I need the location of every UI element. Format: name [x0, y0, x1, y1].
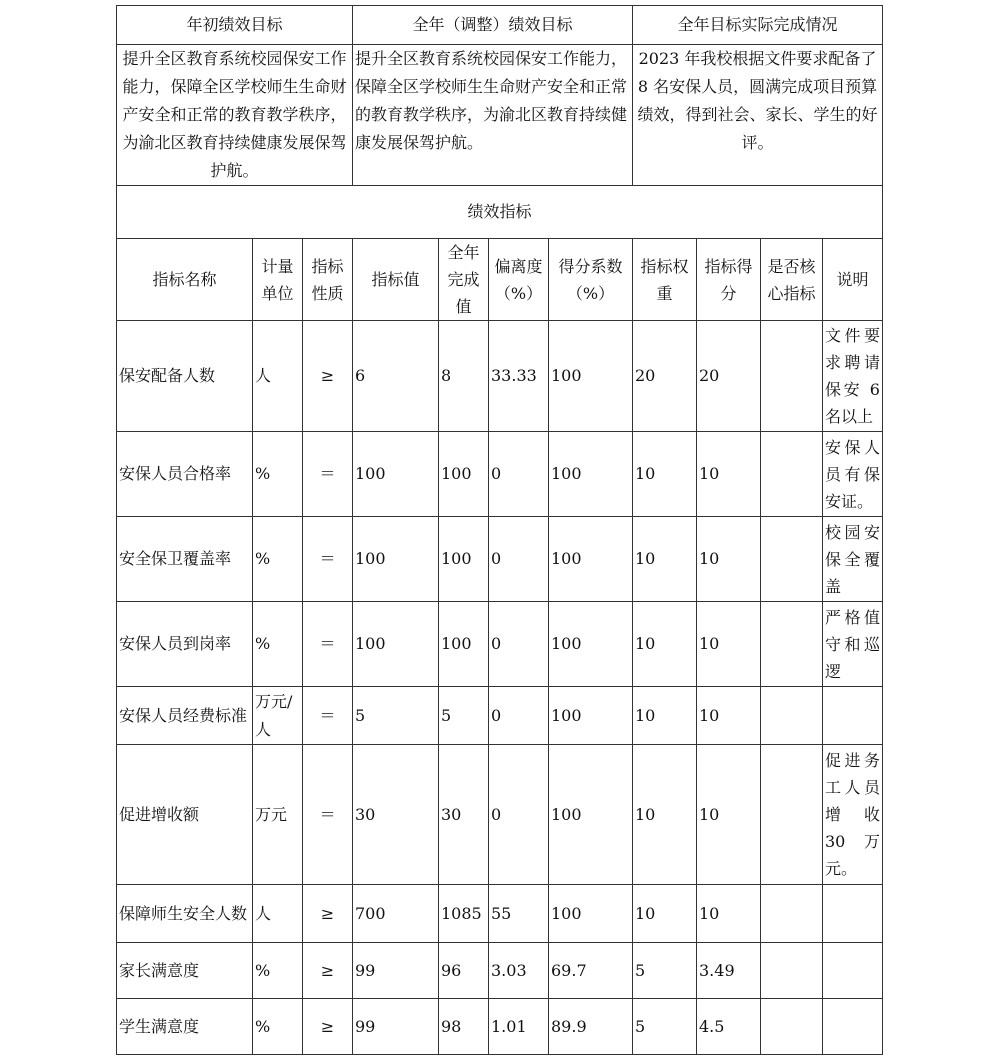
indicator-deviation: 3.03	[489, 943, 549, 999]
indicator-coefficient: 89.9	[549, 999, 633, 1055]
indicator-target: 100	[353, 432, 439, 517]
indicator-actual: 98	[439, 999, 489, 1055]
column-header: 指标性质	[303, 239, 353, 321]
indicator-note	[823, 999, 883, 1055]
indicator-target: 5	[353, 687, 439, 745]
indicator-core	[761, 432, 823, 517]
indicator-actual: 100	[439, 432, 489, 517]
indicator-weight: 10	[633, 517, 697, 602]
table-row	[117, 745, 883, 885]
indicator-deviation: 0	[489, 517, 549, 602]
indicator-name: 安全保卫覆盖率	[117, 517, 253, 602]
column-header: 偏离度（%）	[489, 239, 549, 321]
indicator-deviation: 0	[489, 432, 549, 517]
indicator-target: 100	[353, 517, 439, 602]
indicator-deviation: 33.33	[489, 321, 549, 432]
indicator-unit: 人	[253, 321, 303, 432]
indicator-weight: 10	[633, 432, 697, 517]
column-header-row	[117, 239, 883, 321]
indicator-actual: 100	[439, 602, 489, 687]
indicator-target: 30	[353, 745, 439, 885]
indicator-core	[761, 745, 823, 885]
header-row	[117, 6, 883, 45]
indicator-deviation: 0	[489, 687, 549, 745]
table-row	[117, 432, 883, 517]
indicator-core	[761, 687, 823, 745]
indicator-score: 10	[697, 602, 761, 687]
indicator-weight: 20	[633, 321, 697, 432]
indicator-weight: 10	[633, 745, 697, 885]
indicator-nature: ≥	[303, 943, 353, 999]
indicator-nature: ＝	[303, 432, 353, 517]
table-row	[117, 321, 883, 432]
indicator-unit: %	[253, 432, 303, 517]
indicator-unit: 人	[253, 885, 303, 943]
column-header: 是否核心指标	[761, 239, 823, 321]
indicator-score: 4.5	[697, 999, 761, 1055]
indicator-name: 保障师生安全人数	[117, 885, 253, 943]
indicator-deviation: 1.01	[489, 999, 549, 1055]
indicator-weight: 10	[633, 602, 697, 687]
indicator-nature: ＝	[303, 517, 353, 602]
indicator-score: 10	[697, 517, 761, 602]
indicator-score: 3.49	[697, 943, 761, 999]
indicator-coefficient: 100	[549, 517, 633, 602]
indicator-target: 700	[353, 885, 439, 943]
performance-table	[116, 5, 883, 1055]
header-adjusted-goal: 全年（调整）绩效目标	[353, 6, 633, 45]
indicator-unit: 万元	[253, 745, 303, 885]
indicator-nature: ＝	[303, 745, 353, 885]
indicator-nature: ＝	[303, 687, 353, 745]
indicator-target: 99	[353, 943, 439, 999]
indicator-deviation: 0	[489, 602, 549, 687]
indicator-name: 学生满意度	[117, 999, 253, 1055]
indicator-target: 99	[353, 999, 439, 1055]
indicator-note: 严格值守和巡逻	[823, 602, 883, 687]
column-header: 说明	[823, 239, 883, 321]
indicator-score: 20	[697, 321, 761, 432]
indicator-coefficient: 100	[549, 745, 633, 885]
indicator-note: 安保人员有保安证。	[823, 432, 883, 517]
column-header: 指标值	[353, 239, 439, 321]
indicator-actual: 1085	[439, 885, 489, 943]
indicator-actual: 8	[439, 321, 489, 432]
table-row	[117, 943, 883, 999]
indicator-actual: 5	[439, 687, 489, 745]
table-row	[117, 602, 883, 687]
indicator-weight: 10	[633, 885, 697, 943]
header-initial-goal: 年初绩效目标	[117, 6, 353, 45]
indicator-name: 安保人员经费标准	[117, 687, 253, 745]
indicator-note	[823, 943, 883, 999]
indicator-coefficient: 100	[549, 602, 633, 687]
indicator-name: 家长满意度	[117, 943, 253, 999]
indicator-score: 10	[697, 687, 761, 745]
indicator-actual: 30	[439, 745, 489, 885]
indicator-note: 文件要求聘请保安 6 名以上	[823, 321, 883, 432]
indicator-coefficient: 100	[549, 321, 633, 432]
goal-actual-text: 2023 年我校根据文件要求配备了 8 名安保人员，圆满完成项目预算绩效，得到社会、家长、学生的好评。	[633, 45, 883, 186]
indicator-weight: 5	[633, 943, 697, 999]
indicator-score: 10	[697, 432, 761, 517]
indicator-core	[761, 602, 823, 687]
indicator-coefficient: 100	[549, 432, 633, 517]
table-row	[117, 517, 883, 602]
indicator-unit: %	[253, 943, 303, 999]
indicator-core	[761, 517, 823, 602]
indicator-unit: %	[253, 999, 303, 1055]
indicator-actual: 96	[439, 943, 489, 999]
indicator-core	[761, 321, 823, 432]
indicator-coefficient: 100	[549, 687, 633, 745]
indicator-coefficient: 69.7	[549, 943, 633, 999]
indicator-score: 10	[697, 745, 761, 885]
indicator-core	[761, 999, 823, 1055]
indicator-note	[823, 885, 883, 943]
column-header: 得分系数（%）	[549, 239, 633, 321]
indicator-nature: ≥	[303, 321, 353, 432]
indicator-nature: ＝	[303, 602, 353, 687]
indicator-name: 保安配备人数	[117, 321, 253, 432]
section-row	[117, 186, 883, 239]
column-header: 指标得分	[697, 239, 761, 321]
goal-adjusted-text: 提升全区教育系统校园保安工作能力，保障全区学校师生生命财产安全和正常的教育教学秩序，为渝北区教育持续健康发展保驾护航。	[353, 45, 633, 186]
indicator-name: 安保人员到岗率	[117, 602, 253, 687]
table-row	[117, 999, 883, 1055]
indicator-note: 校园安保全覆盖	[823, 517, 883, 602]
indicator-unit: %	[253, 602, 303, 687]
indicator-note	[823, 687, 883, 745]
indicator-score: 10	[697, 885, 761, 943]
indicator-unit: 万元/人	[253, 687, 303, 745]
indicator-target: 100	[353, 602, 439, 687]
indicator-deviation: 0	[489, 745, 549, 885]
indicator-coefficient: 100	[549, 885, 633, 943]
indicator-name: 安保人员合格率	[117, 432, 253, 517]
column-header: 指标名称	[117, 239, 253, 321]
goal-initial-text: 提升全区教育系统校园保安工作能力，保障全区学校师生生命财产安全和正常的教育教学秩序，为渝北区教育持续健康发展保驾护航。	[117, 45, 353, 186]
section-title: 绩效指标	[117, 186, 883, 239]
indicator-core	[761, 943, 823, 999]
indicator-nature: ≥	[303, 999, 353, 1055]
goals-row	[117, 45, 883, 186]
indicator-nature: ≥	[303, 885, 353, 943]
indicator-name: 促进增收额	[117, 745, 253, 885]
indicator-target: 6	[353, 321, 439, 432]
table-row	[117, 885, 883, 943]
indicator-weight: 10	[633, 687, 697, 745]
indicator-note: 促进务工人员增收 30 万元。	[823, 745, 883, 885]
indicator-weight: 5	[633, 999, 697, 1055]
indicator-core	[761, 885, 823, 943]
column-header: 指标权重	[633, 239, 697, 321]
column-header: 计量单位	[253, 239, 303, 321]
indicator-actual: 100	[439, 517, 489, 602]
column-header: 全年完成值	[439, 239, 489, 321]
header-actual-status: 全年目标实际完成情况	[633, 6, 883, 45]
indicator-deviation: 55	[489, 885, 549, 943]
indicator-unit: %	[253, 517, 303, 602]
table-row	[117, 687, 883, 745]
